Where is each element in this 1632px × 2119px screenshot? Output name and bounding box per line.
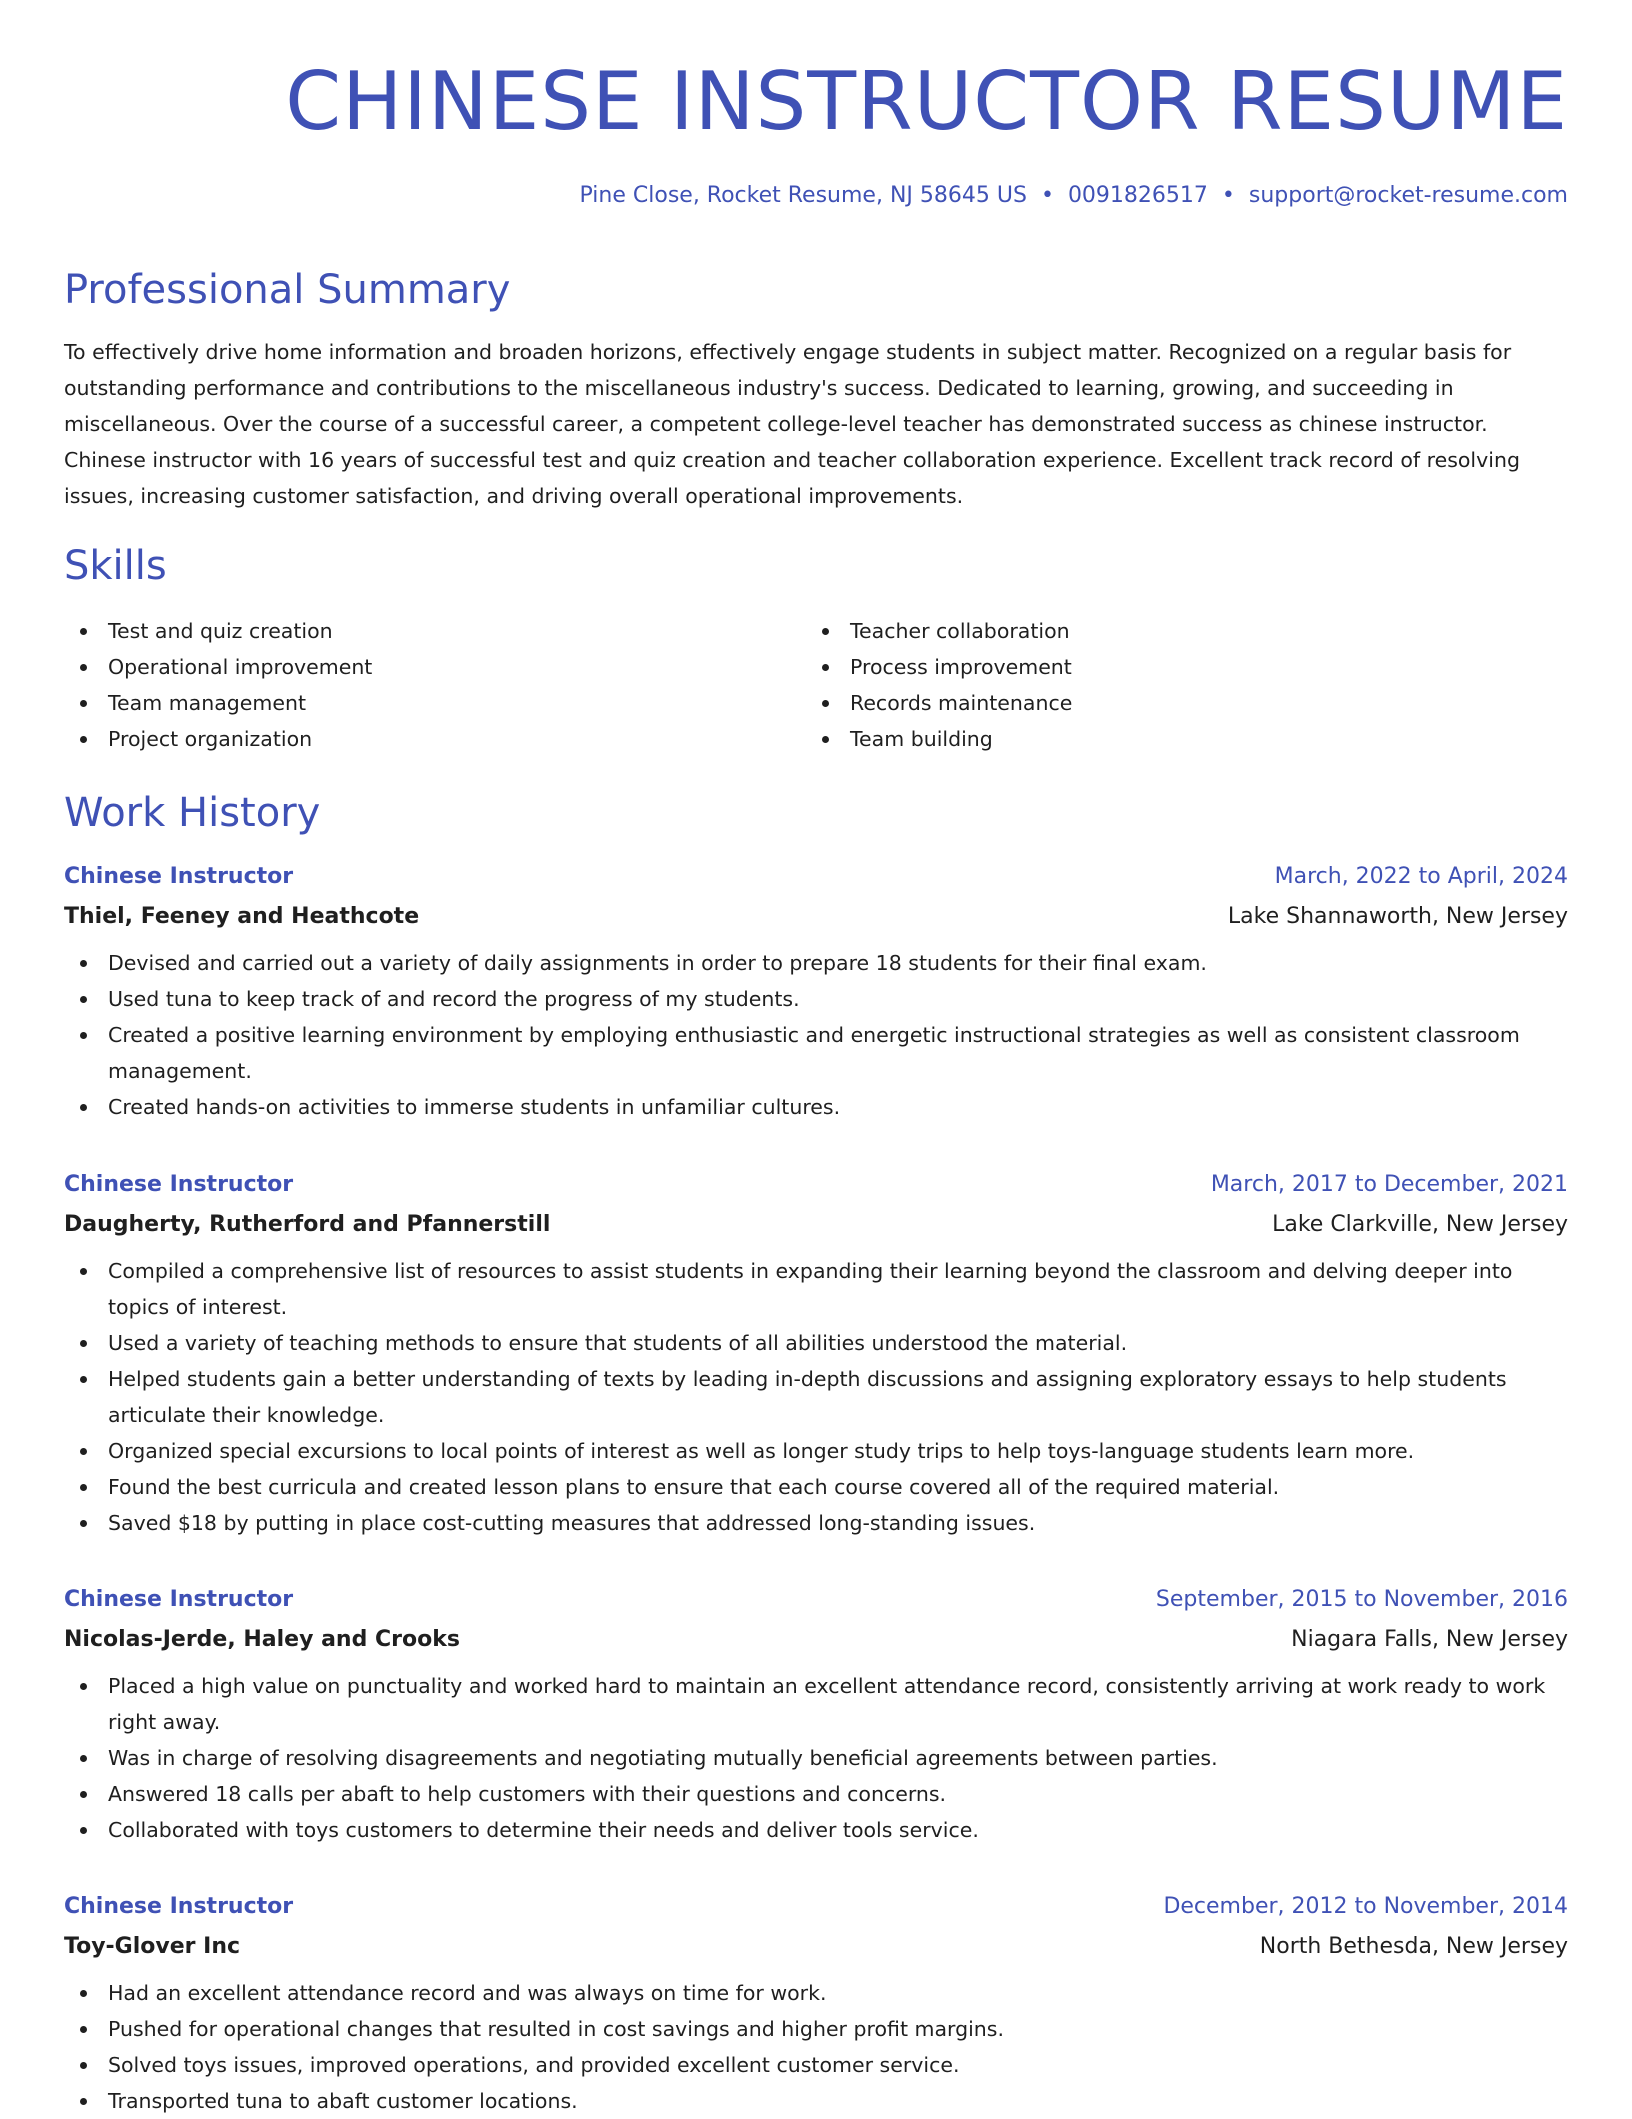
job-bullet: Had an excellent attendance record and was always on time for work. <box>64 1975 1568 2011</box>
skill-item: Team building <box>806 721 1072 757</box>
job-bullet: Compiled a comprehensive list of resources to assist students in expanding their learning beyond the classroom and delving deeper into topics of interest. <box>64 1253 1568 1325</box>
job-bullet: Saved $18 by putting in place cost-cutting measures that addressed long-standing issues. <box>64 1505 1568 1541</box>
job-bullet: Created a positive learning environment by employing enthusiastic and energetic instructional strategies as well as consistent classroom management. <box>64 1017 1568 1089</box>
job-bullet: Collaborated with toys customers to determine their needs and deliver tools service. <box>64 1812 1568 1848</box>
job-bullets <box>64 1668 1568 1848</box>
job-header-row <box>64 1165 1568 1205</box>
job-title: Chinese Instructor <box>64 1172 294 1197</box>
contact-separator: • <box>1040 183 1054 208</box>
skill-item: Test and quiz creation <box>64 613 372 649</box>
job-bullets <box>64 1975 1568 2119</box>
job-bullets <box>64 1253 1568 1541</box>
job-bullet: Used a variety of teaching methods to ensure that students of all abilities understood the material. <box>64 1325 1568 1361</box>
skill-item: Records maintenance <box>806 685 1072 721</box>
job-bullet: Found the best curricula and created lesson plans to ensure that each course covered all of the required material. <box>64 1469 1568 1505</box>
skill-item: Process improvement <box>806 649 1072 685</box>
summary-text: To effectively drive home information and broaden horizons, effectively engage students in subject matter. Recognized on a regular basis for outstanding performance and contributions to the miscellaneous industry's success. Dedicated to learning, growing, and succeeding in miscellaneous. Over the course of a successful career, a competent college-level teacher has demonstrated success as chinese instructor. Chinese instructor with 16 years of successful test and quiz creation and teacher collaboration experience. Excellent track record of resolving issues, increasing customer satisfaction, and driving overall operational improvements. <box>64 340 1520 508</box>
job-title: Chinese Instructor <box>64 864 294 889</box>
job-dates: March, 2017 to December, 2021 <box>1210 1172 1568 1197</box>
job-title: Chinese Instructor <box>64 1587 294 1612</box>
job-bullet: Transported tuna to abaft customer locations. <box>64 2083 1568 2119</box>
skill-item: Operational improvement <box>64 649 372 685</box>
contact-address: Pine Close, Rocket Resume, NJ 58645 US <box>579 183 1027 208</box>
job-title: Chinese Instructor <box>64 1894 294 1919</box>
job-header-row <box>64 857 1568 897</box>
job-entry <box>64 1165 1568 1541</box>
job-bullet: Organized special excursions to local points of interest as well as longer study trips to help toys-language students learn more. <box>64 1433 1568 1469</box>
job-employer-row <box>64 1620 1568 1660</box>
job-header-row <box>64 1580 1568 1620</box>
job-bullet: Was in charge of resolving disagreements and negotiating mutually beneficial agreements between parties. <box>64 1740 1568 1776</box>
job-location: Lake Clarkville, New Jersey <box>1272 1212 1568 1237</box>
resume-title: CHINESE INSTRUCTOR RESUME <box>285 55 1568 148</box>
contact-line <box>580 181 1568 211</box>
contact-phone: 0091826517 <box>1067 183 1208 208</box>
job-bullet: Solved toys issues, improved operations, and provided excellent customer service. <box>64 2047 1568 2083</box>
summary-heading: Professional Summary <box>64 267 511 313</box>
job-bullet: Helped students gain a better understanding of texts by leading in-depth discussions and assigning exploratory essays to help students articulate their knowledge. <box>64 1361 1568 1433</box>
skills-heading: Skills <box>64 543 167 589</box>
job-company: Daugherty, Rutherford and Pfannerstill <box>64 1212 551 1237</box>
job-bullet: Created hands-on activities to immerse students in unfamiliar cultures. <box>64 1089 1568 1125</box>
job-dates: December, 2012 to November, 2014 <box>1163 1894 1568 1919</box>
contact-separator: • <box>1221 183 1235 208</box>
job-employer-row <box>64 1205 1568 1245</box>
job-company: Nicolas-Jerde, Haley and Crooks <box>64 1627 460 1652</box>
job-employer-row <box>64 1927 1568 1967</box>
job-bullet: Pushed for operational changes that resulted in cost savings and higher profit margins. <box>64 2011 1568 2047</box>
job-bullet: Devised and carried out a variety of daily assignments in order to prepare 18 students for their final exam. <box>64 945 1568 981</box>
job-company: Thiel, Feeney and Heathcote <box>64 904 420 929</box>
job-location: Lake Shannaworth, New Jersey <box>1227 904 1568 929</box>
job-bullet: Used tuna to keep track of and record the progress of my students. <box>64 981 1568 1017</box>
job-company: Toy-Glover Inc <box>64 1934 241 1959</box>
skills-list-left <box>64 613 372 757</box>
job-bullets <box>64 945 1568 1125</box>
job-dates: March, 2022 to April, 2024 <box>1274 864 1568 889</box>
job-entry <box>64 1580 1568 1848</box>
job-entry <box>64 1887 1568 2119</box>
skills-list-right <box>806 613 1072 757</box>
work-history-heading: Work History <box>64 790 321 836</box>
skill-item: Project organization <box>64 721 372 757</box>
job-header-row <box>64 1887 1568 1927</box>
skill-item: Team management <box>64 685 372 721</box>
job-location: North Bethesda, New Jersey <box>1259 1934 1568 1959</box>
contact-email: support@rocket-resume.com <box>1248 183 1568 208</box>
job-employer-row <box>64 897 1568 937</box>
job-location: Niagara Falls, New Jersey <box>1291 1627 1568 1652</box>
job-entry <box>64 857 1568 1125</box>
skill-item: Teacher collaboration <box>806 613 1072 649</box>
job-dates: September, 2015 to November, 2016 <box>1155 1587 1568 1612</box>
job-bullet: Answered 18 calls per abaft to help customers with their questions and concerns. <box>64 1776 1568 1812</box>
job-bullet: Placed a high value on punctuality and worked hard to maintain an excellent attendance record, consistently arriving at work ready to work right away. <box>64 1668 1568 1740</box>
